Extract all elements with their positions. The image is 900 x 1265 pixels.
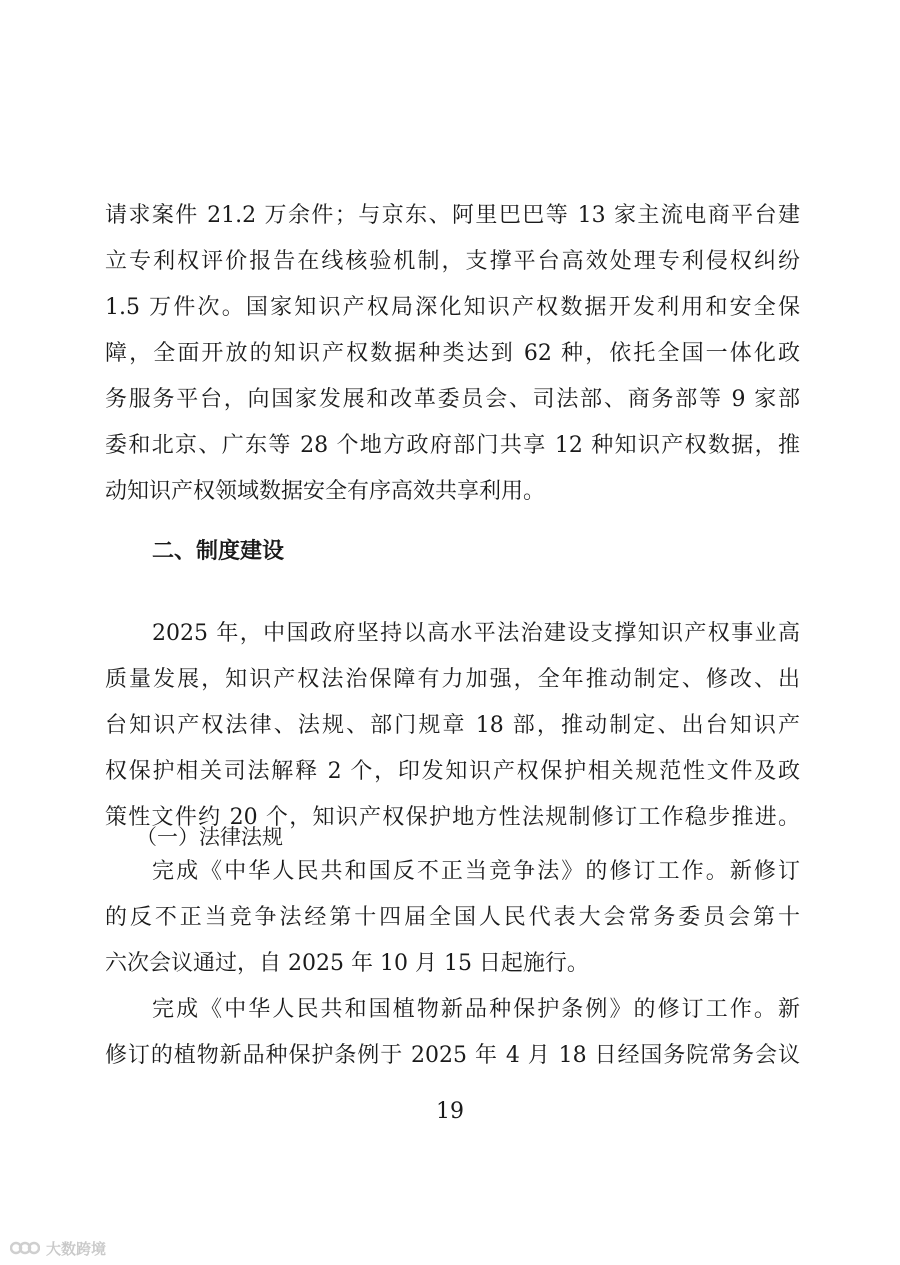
text-line: 完成《中华人民共和国植物新品种保护条例》的修订工作。新 — [152, 997, 800, 1022]
text-line: 权保护相关司法解释 2 个，印发知识产权保护相关规范性文件及政 — [105, 759, 800, 784]
text-line: 六次会议通过，自 2025 年 10 月 15 日起施行。 — [105, 951, 589, 976]
text-line: 质量发展，知识产权法治保障有力加强，全年推动制定、修改、出 — [105, 667, 800, 692]
page-number: 19 — [436, 1099, 464, 1124]
text-line: 完成《中华人民共和国反不正当竞争法》的修订工作。新修订 — [152, 859, 800, 884]
text-line: 1.5 万件次。国家知识产权局深化知识产权数据开发利用和安全保 — [105, 295, 800, 320]
text-line: 委和北京、广东等 28 个地方政府部门共享 12 种知识产权数据，推 — [105, 433, 800, 458]
text-line: 台知识产权法律、法规、部门规章 18 部，推动制定、出台知识产 — [105, 713, 800, 738]
watermark-logo-icon — [10, 1239, 40, 1257]
text-line: 请求案件 21.2 万余件；与京东、阿里巴巴等 13 家主流电商平台建 — [105, 203, 800, 228]
text-line: 立专利权评价报告在线核验机制，支撑平台高效处理专利侵权纠纷 — [105, 249, 800, 274]
subsection-heading: （一）法律法规 — [136, 825, 283, 849]
text-line: 修订的植物新品种保护条例于 2025 年 4 月 18 日经国务院常务会议 — [105, 1043, 800, 1068]
text-line: 务服务平台，向国家发展和改革委员会、司法部、商务部等 9 家部 — [105, 387, 800, 412]
text-line: 2025 年，中国政府坚持以高水平法治建设支撑知识产权事业高 — [152, 621, 800, 646]
watermark-text: 大数跨境 — [46, 1239, 107, 1258]
text-line: 动知识产权领域数据安全有序高效共享利用。 — [105, 479, 546, 504]
text-line: 的反不正当竞争法经第十四届全国人民代表大会常务委员会第十 — [105, 905, 800, 930]
section-heading: 二、制度建设 — [152, 539, 285, 564]
text-line: 策性文件约 20 个，知识产权保护地方性法规制修订工作稳步推进。 — [105, 805, 800, 830]
watermark — [10, 1236, 106, 1260]
text-line: 障，全面开放的知识产权数据种类达到 62 种，依托全国一体化政 — [105, 341, 800, 366]
